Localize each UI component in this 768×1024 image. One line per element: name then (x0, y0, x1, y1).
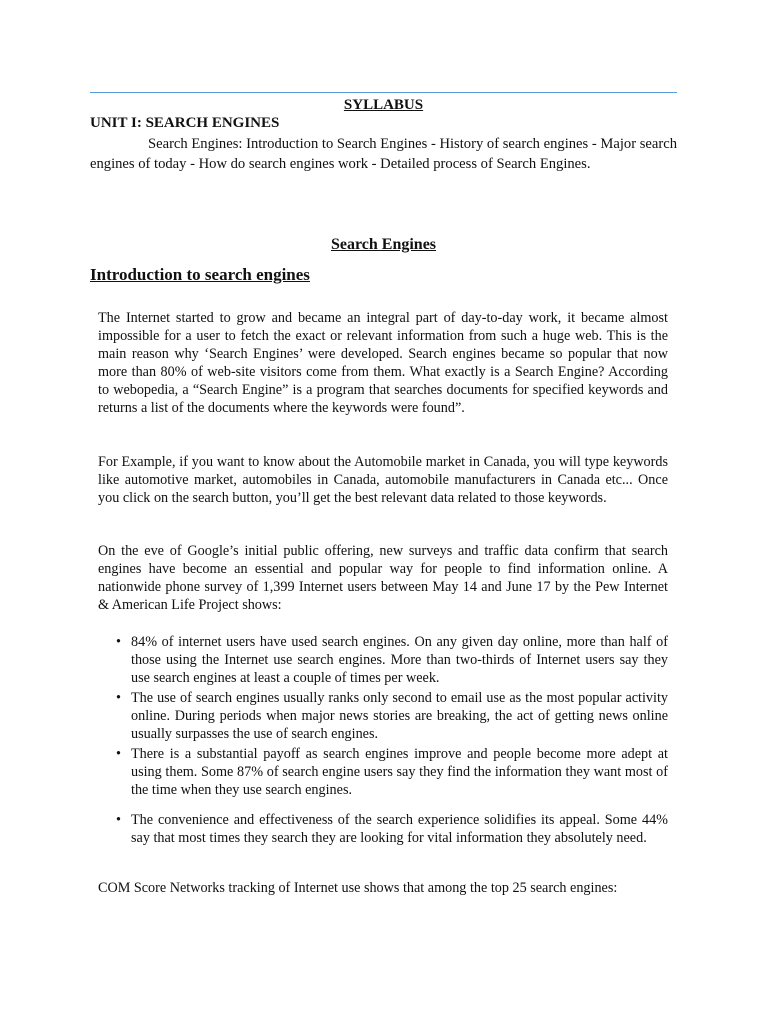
list-item-text: 84% of internet users have used search engines. On any given day online, more than half of those using the Internet use search engines. More than two-thirds of Internet users say they use search engines at least a couple of times per week. (131, 634, 668, 686)
list-item-text: There is a substantial payoff as search engines improve and people become more adept at using them. Some 87% of search engine users say they find the information they want most of the time when they use search engines. (131, 746, 668, 798)
paragraph-survey: On the eve of Google’s initial public offering, new surveys and traffic data confirm that search engines have become an essential and popular way for people to find information online. A nationwide phone survey of 1,399 Internet users between May 14 and June 17 by the Pew Internet & American Life Project shows: (98, 543, 668, 613)
paragraph-example: For Example, if you want to know about the Automobile market in Canada, you will type keywords like automotive market, automobiles in Canada, automobile manufacturers in Canada etc... Once you click on the search button, you’ll get the best relevant data related to those keywords. (98, 454, 668, 506)
bullet-icon: • (116, 634, 121, 650)
unit-heading: UNIT I: SEARCH ENGINES (90, 115, 280, 131)
intro-heading: Introduction to search engines (90, 265, 310, 284)
paragraph-what-is-search-engine: The Internet started to grow and became an integral part of day-to-day work, it became almost impossible for a user to fetch the exact or relevant information from such a huge web. This is the main reason why ‘Search Engines’ were developed. Search engines became so popular that now more than 80% of web-site visitors come from them. What exactly is a Search Engine? According to webopedia, a “Search Engine” is a program that searches documents for specified keywords and returns a list of the documents where the keywords were found”. (98, 310, 668, 416)
header-rule (90, 92, 677, 93)
survey-bullet-list (116, 633, 668, 847)
list-item (116, 811, 668, 847)
section-title: Search Engines (330, 236, 437, 253)
bullet-icon: • (116, 746, 121, 762)
syllabus-title: SYLLABUS (343, 97, 424, 113)
list-item-text: The convenience and effectiveness of the search experience solidifies its appeal. Some 44% say that most times they search they are looking for vital information they absolutely need. (131, 812, 668, 846)
bullet-icon: • (116, 812, 121, 828)
list-item (116, 633, 668, 687)
list-item (116, 689, 668, 743)
list-item-text: The use of search engines usually ranks only second to email use as the most popular activity online. During periods when major news stories are breaking, the act of getting news online usually surpasses the use of search engines. (131, 690, 668, 742)
paragraph-comscore: COM Score Networks tracking of Internet use shows that among the top 25 search engines: (98, 880, 618, 896)
unit-description: Search Engines: Introduction to Search Engines - History of search engines - Major search engines of today - How do search engines work - Detailed process of Search Engines. (90, 136, 677, 172)
list-item (116, 745, 668, 799)
bullet-icon: • (116, 690, 121, 706)
